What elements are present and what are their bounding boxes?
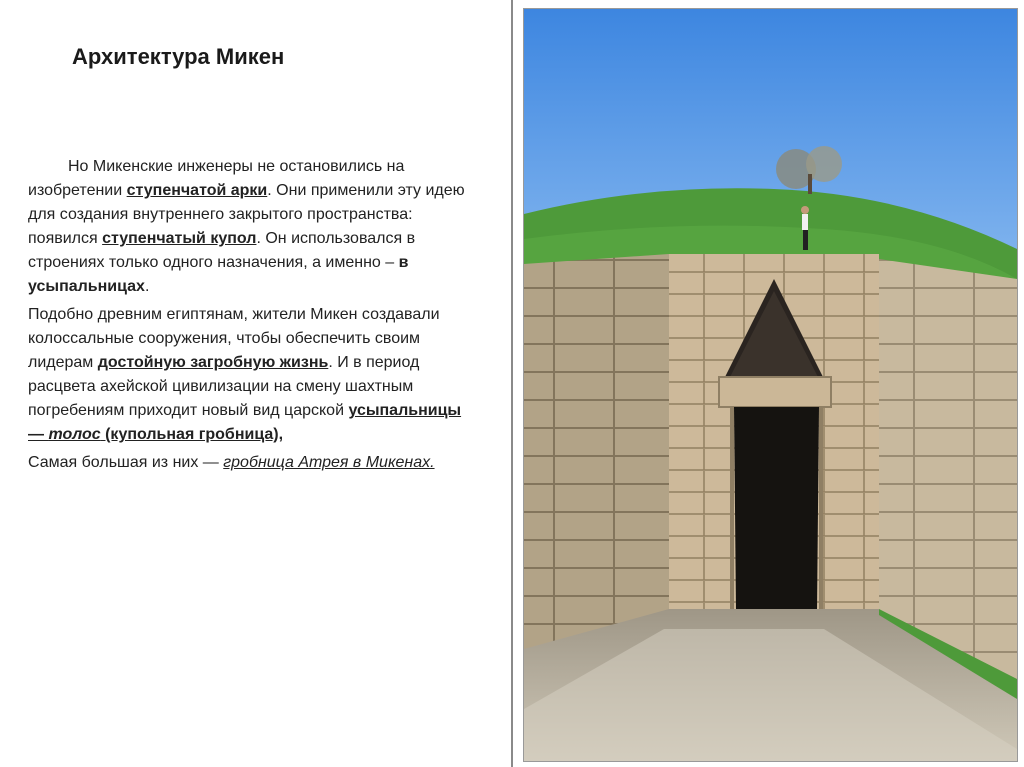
- link-treasury-of-atreus: гробница Атрея в Микенах.: [223, 454, 435, 471]
- p2-text-1: Подобно древним египтянам, жители Микен создавали колоссальные сооружения, чтобы обеспечить своим лидерам: [28, 306, 440, 371]
- paragraph-2: [28, 303, 468, 447]
- paragraph-1: [28, 155, 468, 299]
- term-afterlife: достойную загробную жизнь: [97, 354, 329, 371]
- term-dome-tomb: (купольная гробница),: [100, 426, 284, 443]
- p2-text-3: . И в период расцвета ахейской цивилизации на смену шахтным погребениям приходит новый вид царской: [28, 354, 420, 419]
- slide-body: [28, 155, 468, 479]
- p1-text-7: .: [144, 278, 150, 295]
- term-tomb: усыпальницы —: [28, 402, 462, 443]
- slide-divider: [511, 0, 513, 767]
- p3-text-1: Самая большая из них —: [28, 454, 224, 471]
- term-tholos: толос: [48, 426, 101, 443]
- p1-text-3: . Они применили эту идею для создания внутреннего закрытого пространства: появился: [28, 182, 465, 247]
- tomb-photo: [523, 8, 1018, 762]
- p1-text-1: Но Микенские инженеры не остановились на изобретении: [28, 158, 405, 199]
- slide-title: Архитектура Микен: [72, 44, 285, 69]
- p1-text-5: . Он использовался в строениях только одного назначения, а именно –: [28, 230, 416, 271]
- term-stepped-dome: ступенчатый купол: [102, 230, 257, 247]
- treasury-of-atreus-photo-icon: [524, 9, 1017, 761]
- term-tombs: в усыпальницах: [28, 254, 409, 295]
- paragraph-3: [28, 451, 468, 475]
- term-stepped-arch: ступенчатой арки: [126, 182, 268, 199]
